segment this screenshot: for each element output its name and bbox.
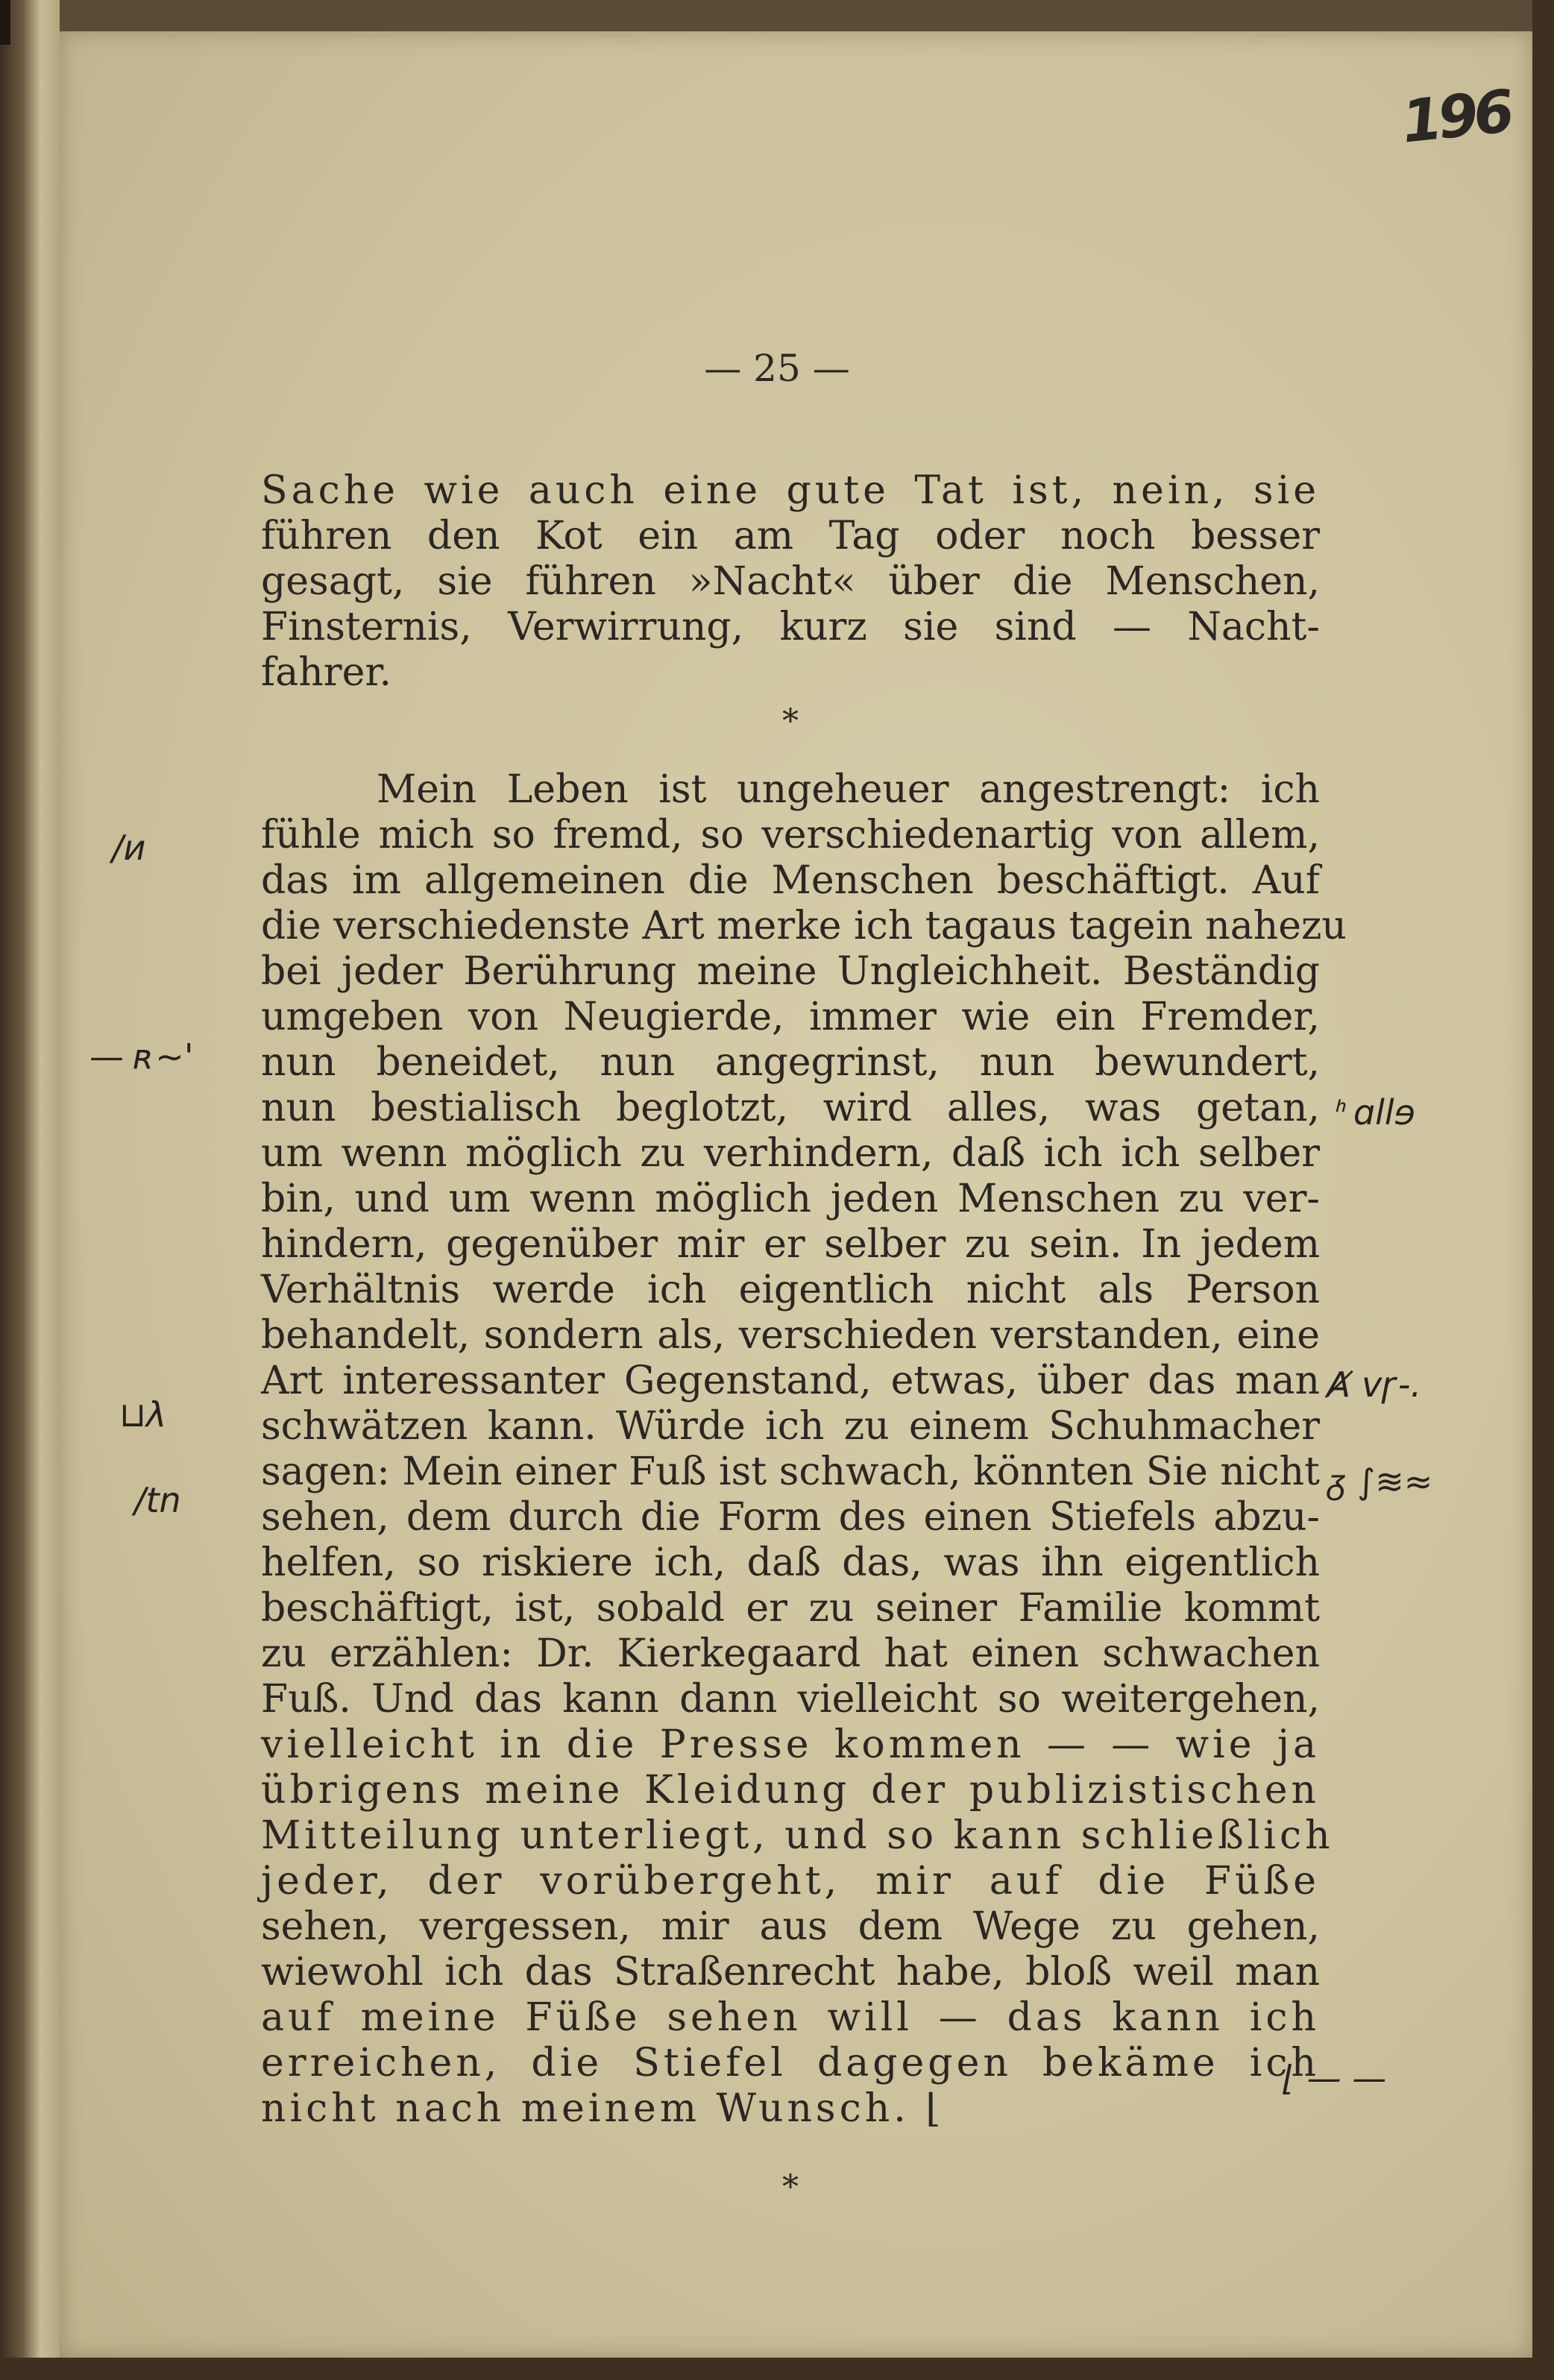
text-line: sagen: Mein einer Fuß ist schwach, könnten Sie nicht	[261, 1449, 1320, 1494]
text-line: vielleicht in die Presse kommen — — wie ja	[261, 1722, 1320, 1767]
text-line: zu erzählen: Dr. Kierkegaard hat einen schwachen	[261, 1631, 1320, 1676]
text-line: Sache wie auch eine gute Tat ist, nein, sie	[261, 468, 1320, 513]
text-line: bin, und um wenn möglich jeden Menschen zu ver-	[261, 1177, 1320, 1221]
spine-shadow	[0, 0, 10, 45]
margin-note-left: — ʀ~'	[89, 1036, 194, 1077]
text-line: wiewohl ich das Straßenrecht habe, bloß weil man	[261, 1950, 1320, 1995]
text-line: bei jeder Berührung meine Ungleichheit. Beständig	[261, 949, 1320, 994]
text-line: Verhältnis werde ich eigentlich nicht als Person	[261, 1268, 1320, 1312]
margin-note-left: ⊔λ	[119, 1394, 167, 1435]
text-line: sehen, dem durch die Form des einen Stiefels abzu-	[261, 1495, 1320, 1540]
text-line: Art interessanter Gegenstand, etwas, über das man	[261, 1359, 1320, 1403]
text-line: behandelt, sondern als, verschieden verstanden, eine	[261, 1313, 1320, 1358]
page-number: — 25 —	[704, 347, 850, 390]
text-line: nun bestialisch beglotzt, wird alles, was getan,	[261, 1086, 1320, 1130]
body-text	[261, 468, 1347, 2214]
handwritten-folio-number: 196	[1398, 78, 1514, 157]
text-line: die verschiedenste Art merke ich tagaus tagein nahezu	[261, 904, 1347, 948]
text-line: nicht nach meinem Wunsch. ⌊	[261, 2086, 945, 2131]
text-line: erreichen, die Stiefel dagegen bekäme ich	[261, 2041, 1320, 2085]
text-line: übrigens meine Kleidung der publizistischen	[261, 1768, 1320, 1813]
text-line: beschäftigt, ist, sobald er zu seiner Familie kommt	[261, 1586, 1320, 1631]
text-line: hindern, gegenüber mir er selber zu sein. In jedem	[261, 1222, 1320, 1267]
margin-note-left: /tn	[134, 1480, 181, 1520]
margin-note-left: /ᴎ	[112, 828, 146, 868]
margin-note-right: ᑋ ɑllɘ	[1331, 1092, 1415, 1133]
text-line: fahrer.	[261, 650, 392, 695]
text-line: sehen, vergessen, mir aus dem Wege zu gehen,	[261, 1904, 1320, 1949]
bottom-edge	[0, 2358, 1554, 2380]
text-line: helfen, so riskiere ich, daß das, was ihn eigentlich	[261, 1540, 1320, 1585]
text-line: jeder, der vorübergeht, mir auf die Füße	[261, 1859, 1320, 1904]
margin-note-right: ⌊ — —	[1283, 2058, 1387, 2098]
text-line: nun beneidet, nun angegrinst, nun bewundert,	[261, 1040, 1320, 1085]
paragraph-1	[261, 468, 1320, 696]
section-separator: *	[782, 702, 799, 740]
text-line: gesagt, sie führen »Nacht« über die Menschen,	[261, 559, 1320, 604]
text-line: Fuß. Und das kann dann vielleicht so weitergehen,	[261, 1677, 1320, 1722]
text-line: Mitteilung unterliegt, und so kann schließlich	[261, 1813, 1334, 1858]
text-line: um wenn möglich zu verhindern, daß ich ich selber	[261, 1131, 1320, 1176]
text-line: Finsternis, Verwirrung, kurz sie sind — Nacht-	[261, 605, 1320, 649]
text-line: Mein Leben ist ungeheuer angestrengt: ich	[377, 767, 1320, 812]
text-line: das im allgemeinen die Menschen beschäftigt. Auf	[261, 858, 1320, 903]
text-line: umgeben von Neugierde, immer wie ein Fremder,	[261, 995, 1320, 1039]
text-line: führen den Kot ein am Tag oder noch besser	[261, 514, 1320, 558]
paragraph-2	[261, 767, 1347, 2132]
section-separator: *	[782, 2168, 799, 2206]
margin-note-right: Ⱥ ᴠɼ-.	[1327, 1364, 1422, 1405]
text-line: schwätzen kann. Würde ich zu einem Schuhmacher	[261, 1404, 1320, 1449]
margin-note-right: ᵹ ∫≋≈	[1327, 1461, 1433, 1502]
text-line: auf meine Füße sehen will — das kann ich	[261, 1995, 1320, 2040]
text-line: fühle mich so fremd, so verschiedenartig von allem,	[261, 813, 1320, 857]
